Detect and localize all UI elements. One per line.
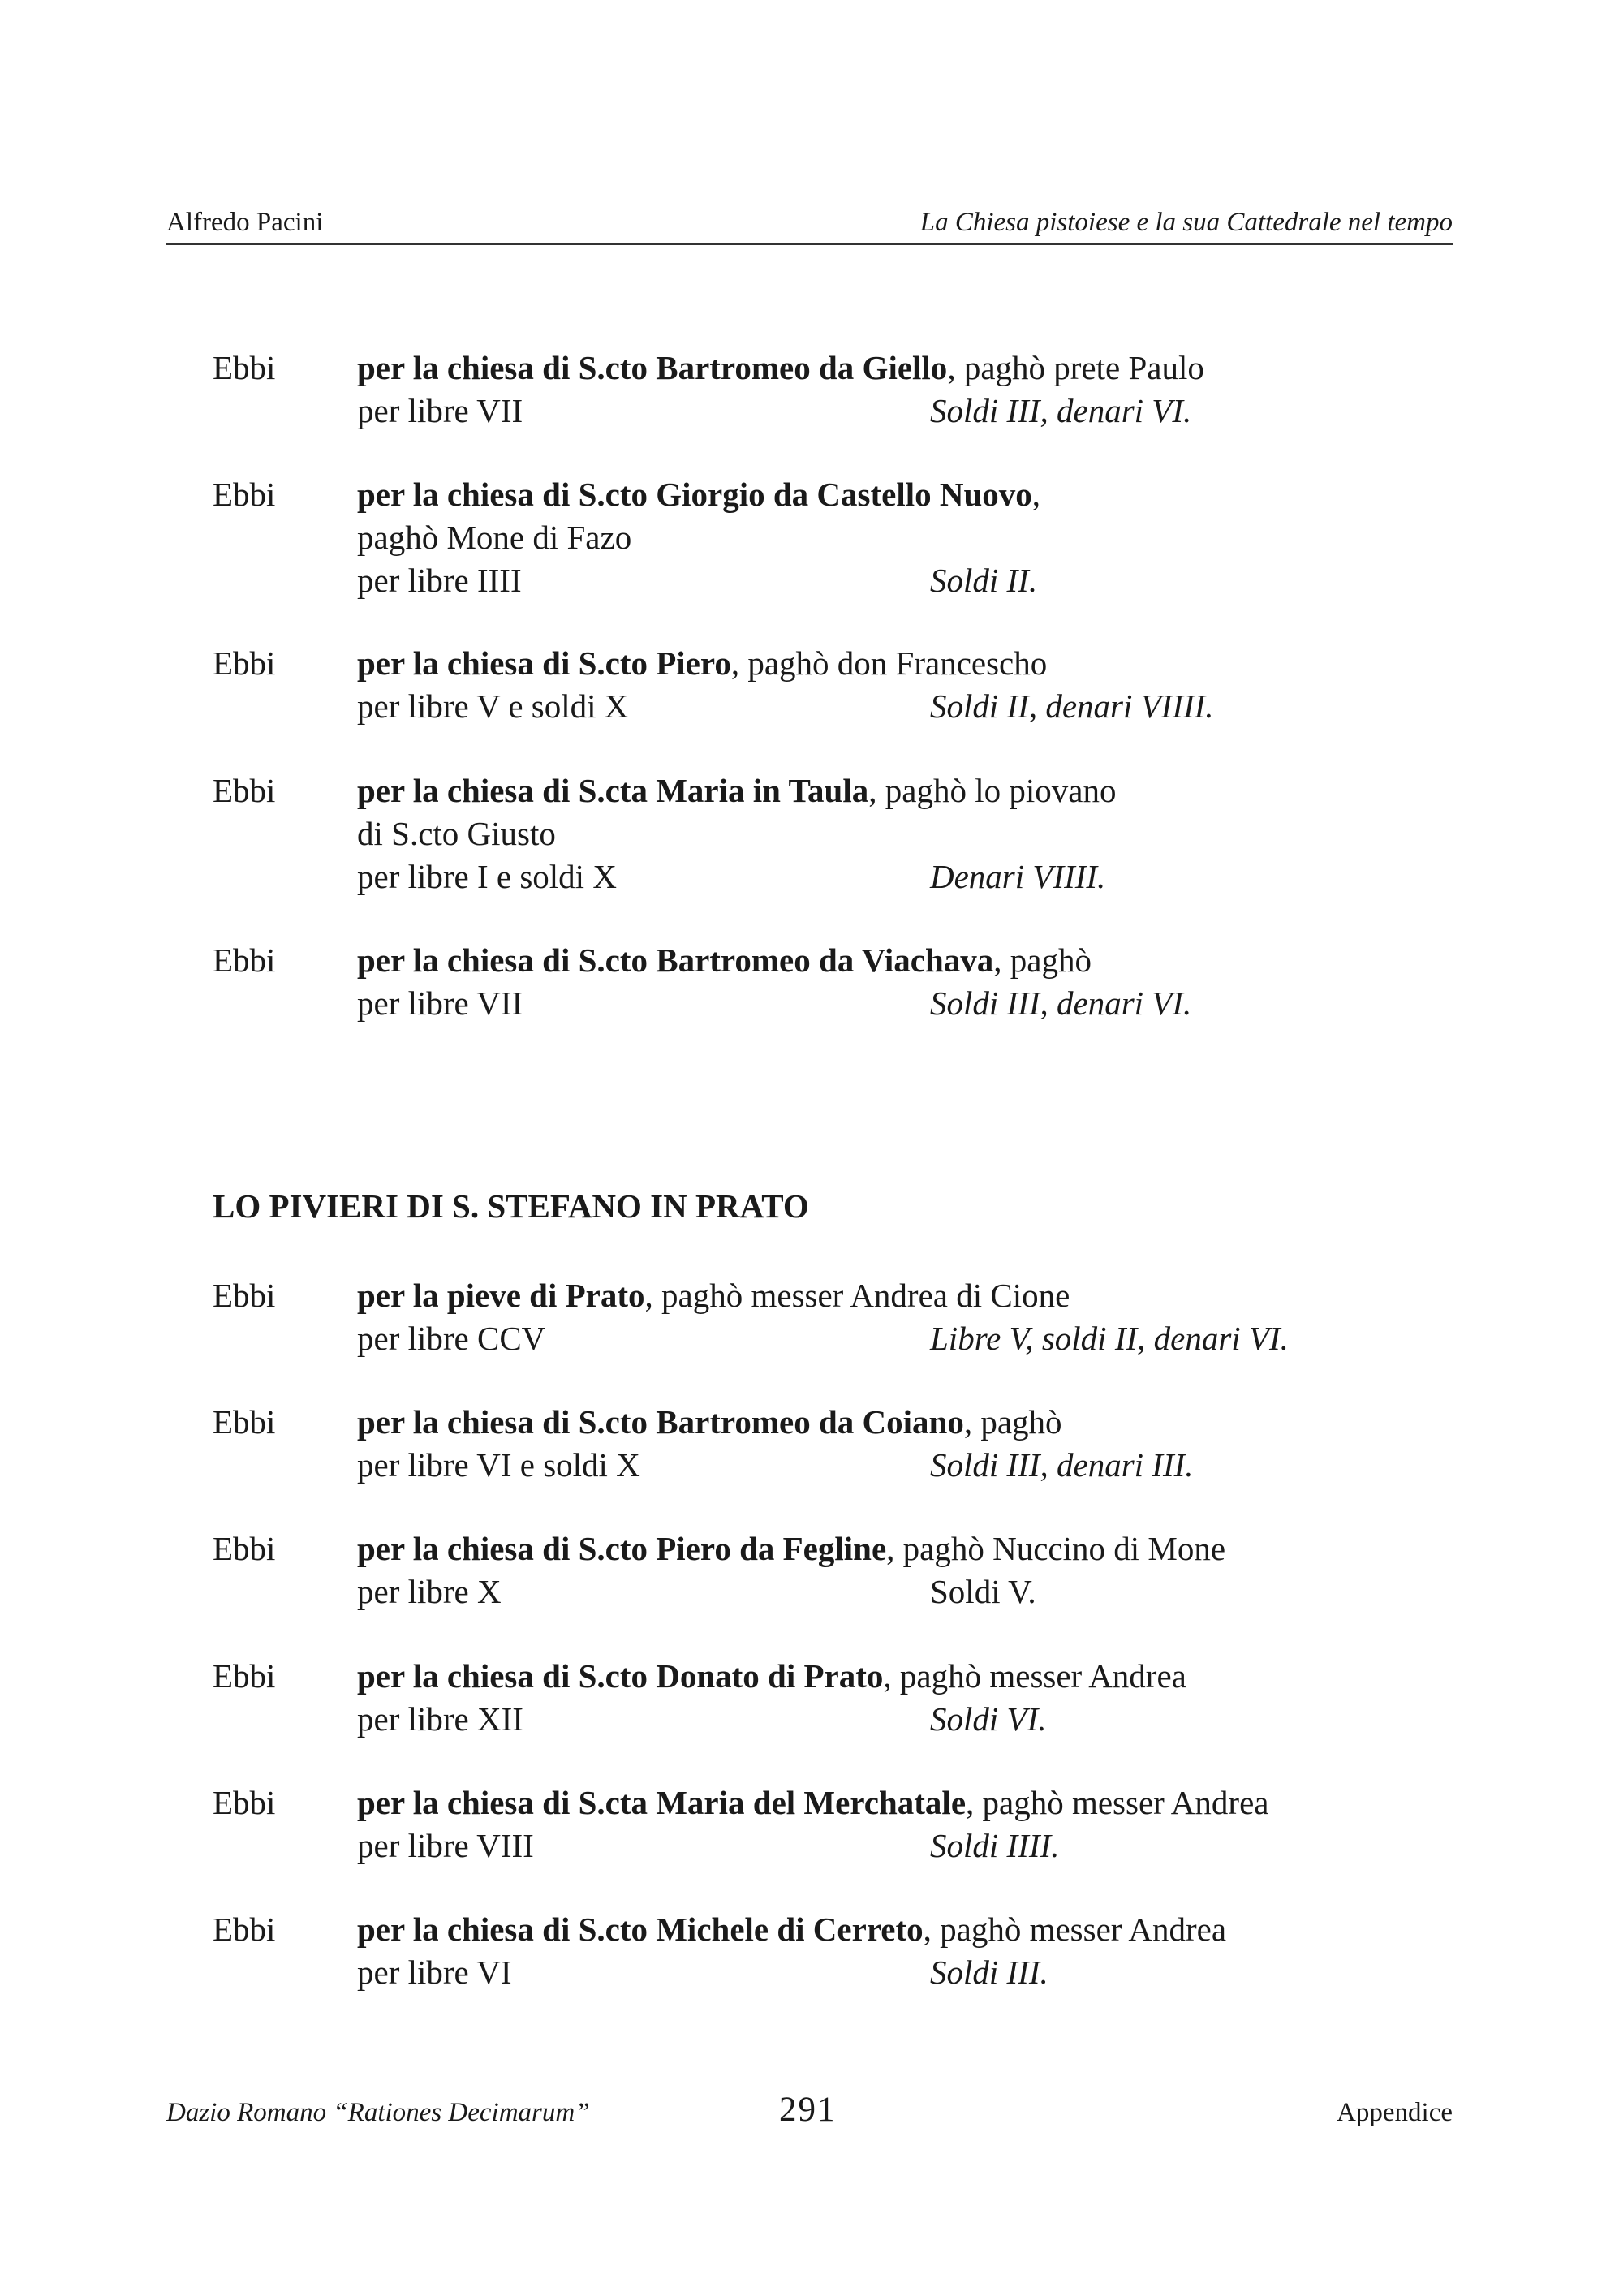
section-heading: LO PIVIERI DI S. STEFANO IN PRATO <box>213 1187 809 1225</box>
entry-label: Ebbi <box>213 1910 276 1948</box>
tax-base: per libre CCV <box>357 1320 546 1357</box>
entry-label: Ebbi <box>213 941 276 979</box>
header-author: Alfredo Pacini <box>166 208 324 237</box>
tax-base: per libre VI <box>357 1954 512 1991</box>
tax-base: per libre XII <box>357 1700 523 1738</box>
tax-amount: Soldi II, denari VIIII. <box>930 687 1214 725</box>
entry-label: Ebbi <box>213 1657 276 1695</box>
payer: , paghò messer Andrea <box>883 1657 1186 1695</box>
payer: , paghò prete Paulo <box>947 349 1204 386</box>
tax-base: per libre I e soldi X <box>357 858 617 895</box>
tax-amount: Soldi IIII. <box>930 1827 1060 1864</box>
payer: , <box>1031 476 1041 513</box>
tax-amount: Libre V, soldi II, denari VI. <box>930 1320 1289 1357</box>
church-name: per la chiesa di S.cto Bartromeo da Coiano <box>357 1403 964 1441</box>
church-name: per la pieve di Prato <box>357 1277 645 1314</box>
payer: , paghò <box>993 941 1092 979</box>
header-book-title: La Chiesa pistoiese e la sua Cattedrale nel tempo <box>919 208 1453 237</box>
payer: , paghò lo piovano <box>868 772 1117 809</box>
tax-base: per libre IIII <box>357 562 522 599</box>
running-header <box>166 205 1453 245</box>
church-name: per la chiesa di S.cto Bartromeo da Viachava <box>357 941 994 979</box>
payer: , paghò Nuccino di Mone <box>886 1530 1226 1567</box>
footer-source: Dazio Romano “Rationes Decimarum” <box>166 2098 590 2127</box>
footer-section: Appendice <box>1337 2098 1453 2127</box>
tax-amount: Soldi VI. <box>930 1700 1047 1738</box>
tax-base: per libre VII <box>357 984 523 1022</box>
tax-amount: Soldi V. <box>930 1573 1036 1610</box>
tax-amount: Soldi III, denari III. <box>930 1446 1194 1484</box>
payer: , paghò messer Andrea <box>923 1910 1227 1948</box>
tax-base: per libre V e soldi X <box>357 687 629 725</box>
entry-label: Ebbi <box>213 1530 276 1567</box>
payer: , paghò messer Andrea <box>966 1784 1269 1821</box>
tax-base: per libre VI e soldi X <box>357 1446 640 1484</box>
tax-amount: Soldi III. <box>930 1954 1048 1991</box>
church-name: per la chiesa di S.cto Bartromeo da Giello <box>357 349 948 386</box>
payer: , paghò messer Andrea di Cione <box>644 1277 1070 1314</box>
tax-amount: Soldi III, denari VI. <box>930 392 1192 429</box>
church-name: per la chiesa di S.cto Michele di Cerreto <box>357 1910 924 1948</box>
tax-base: per libre VII <box>357 392 523 429</box>
church-name: per la chiesa di S.cto Donato di Prato <box>357 1657 884 1695</box>
entry-label: Ebbi <box>213 1403 276 1441</box>
tax-amount: Soldi III, denari VI. <box>930 984 1192 1022</box>
page-number: 291 <box>779 2091 837 2129</box>
tax-amount: Soldi II. <box>930 562 1038 599</box>
entry-label: Ebbi <box>213 349 276 386</box>
payer-line: di S.cto Giusto <box>357 815 556 852</box>
tax-base: per libre VIII <box>357 1827 534 1864</box>
church-name: per la chiesa di S.cto Piero <box>357 644 731 682</box>
entry-label: Ebbi <box>213 772 276 809</box>
church-name: per la chiesa di S.cto Piero da Fegline <box>357 1530 887 1567</box>
payer-line: paghò Mone di Fazo <box>357 519 632 556</box>
entry-label: Ebbi <box>213 1784 276 1821</box>
payer: , paghò don Francescho <box>730 644 1048 682</box>
running-footer <box>166 2090 1453 2139</box>
entry-label: Ebbi <box>213 476 276 513</box>
church-name: per la chiesa di S.cta Maria del Merchatale <box>357 1784 967 1821</box>
tax-base: per libre X <box>357 1573 502 1610</box>
church-name: per la chiesa di S.cta Maria in Taula <box>357 772 869 809</box>
tax-amount: Denari VIIII. <box>930 858 1106 895</box>
payer: , paghò <box>963 1403 1062 1441</box>
entry-label: Ebbi <box>213 1277 276 1314</box>
entry-label: Ebbi <box>213 644 276 682</box>
church-name: per la chiesa di S.cto Giorgio da Castello Nuovo <box>357 476 1032 513</box>
